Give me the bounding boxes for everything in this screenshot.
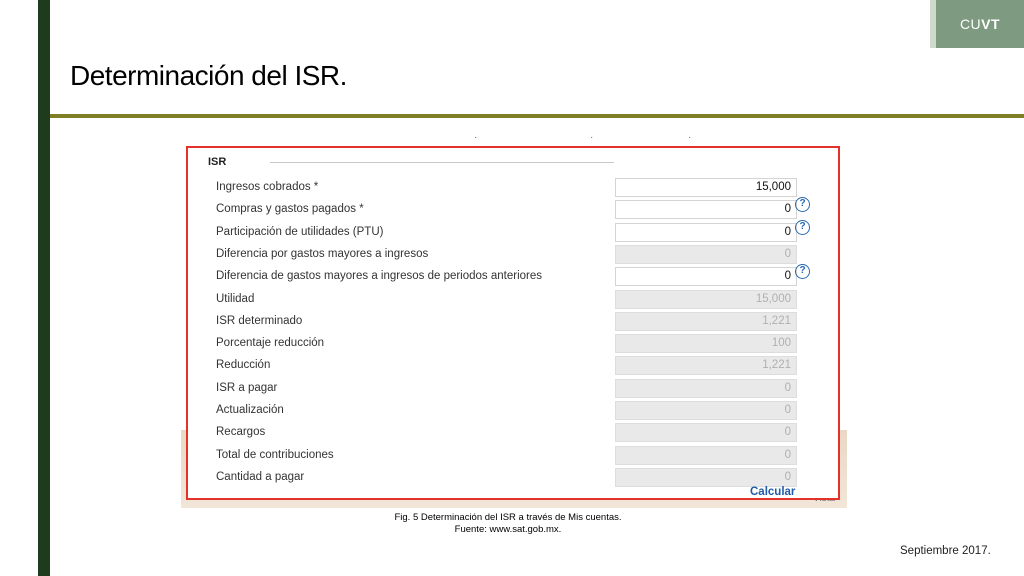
field-label: Actualización	[216, 404, 284, 416]
decorative-dot: ·	[688, 132, 692, 143]
field-label: Diferencia por gastos mayores a ingresos	[216, 247, 429, 260]
logo-bold: VT	[981, 16, 1001, 32]
form-row	[188, 468, 838, 488]
field-label: Total de contribuciones	[216, 448, 334, 461]
isr-panel	[186, 146, 840, 500]
readonly-field: 1,221	[615, 312, 797, 331]
readonly-field: 0	[615, 401, 797, 420]
form-row	[188, 267, 838, 287]
help-icon[interactable]: ?	[795, 197, 810, 212]
readonly-field: 1,221	[615, 356, 797, 375]
field-label: Utilidad	[216, 292, 255, 305]
field-label: Cantidad a pagar	[216, 470, 305, 483]
input-field[interactable]: 0	[615, 223, 797, 242]
field-label: Recargos	[216, 426, 266, 439]
readonly-field: 100	[615, 334, 797, 353]
form-row	[188, 312, 838, 332]
readonly-field: 0	[615, 379, 797, 398]
help-icon[interactable]: ?	[795, 264, 810, 279]
form-row	[188, 356, 838, 376]
caption-line-1: Fig. 5 Determinación del ISR a través de Mis cuentas.	[394, 512, 622, 523]
readonly-field: 0	[615, 446, 797, 465]
form-row	[188, 401, 838, 421]
decorative-dot: ·	[590, 132, 594, 143]
decorative-dot: ·	[474, 132, 478, 143]
title-rule	[50, 114, 1024, 118]
calculate-link[interactable]: Calcular	[750, 486, 796, 498]
readonly-field: 15,000	[615, 290, 797, 309]
field-label: Ingresos cobrados *	[216, 181, 319, 193]
field-label: Porcentaje reducción	[216, 337, 325, 350]
form-row	[188, 379, 838, 399]
field-label: ISR a pagar	[216, 381, 278, 394]
left-accent-bar	[38, 0, 50, 576]
input-field[interactable]: 0	[615, 267, 797, 286]
readonly-field: 0	[615, 423, 797, 442]
form-row	[188, 220, 838, 243]
panel-heading-rule	[270, 162, 614, 163]
logo-prefix: CU	[959, 16, 982, 32]
figure-caption	[230, 512, 786, 536]
slide-title: Determinación del ISR.	[70, 60, 347, 91]
form-row	[188, 334, 838, 354]
form-row	[188, 200, 838, 220]
form-row	[188, 423, 838, 443]
readonly-field: 0	[615, 468, 797, 487]
input-field[interactable]: 0	[615, 200, 797, 219]
field-label: Reducción	[216, 359, 271, 372]
panel-heading: ISR	[208, 156, 227, 168]
help-icon[interactable]: ?	[795, 220, 810, 235]
caption-line-2: Fuente: www.sat.gob.mx.	[454, 524, 562, 535]
readonly-field: 0	[615, 245, 797, 264]
field-label: ISR determinado	[216, 314, 303, 327]
form-row	[188, 178, 838, 198]
field-label: Diferencia de gastos mayores a ingresos de periodos anteriores	[216, 270, 543, 283]
field-label: Compras y gastos pagados *	[216, 203, 364, 216]
form-row	[188, 245, 838, 265]
field-label: Participación de utilidades (PTU)	[216, 225, 384, 238]
input-field[interactable]: 15,000	[615, 178, 797, 197]
cuvt-logo	[930, 0, 1024, 48]
form-row	[188, 446, 838, 466]
form-row	[188, 290, 838, 310]
footer-date: Septiembre 2017.	[900, 545, 991, 557]
